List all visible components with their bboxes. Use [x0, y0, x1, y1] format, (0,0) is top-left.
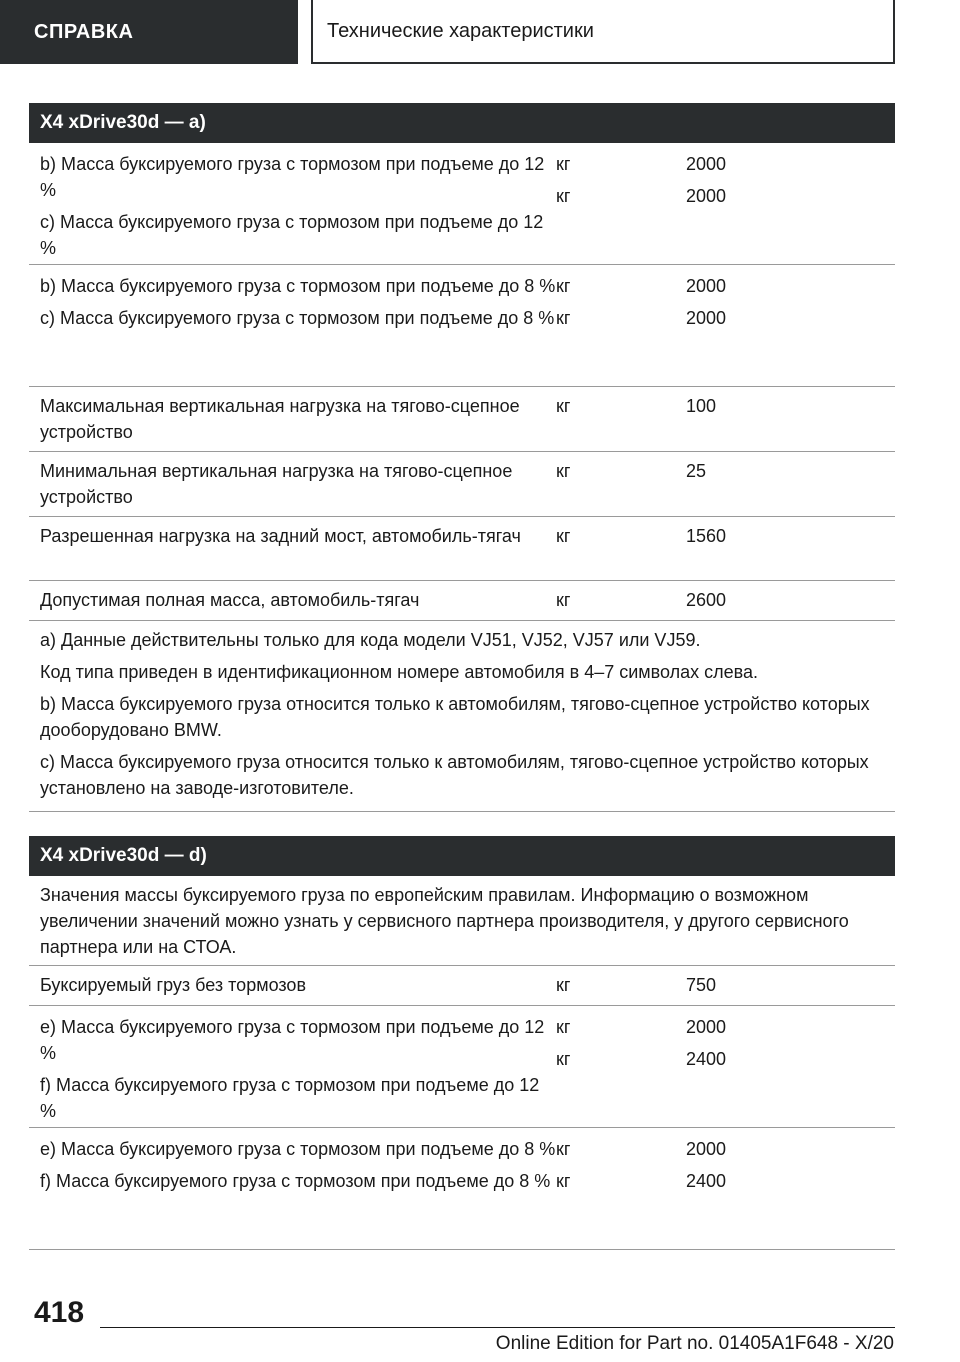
row-label: Максимальная вертикальная нагрузка на тягово-сцепное устройство	[40, 396, 520, 442]
table-row	[29, 1006, 895, 1128]
row-unit: кг	[556, 1017, 571, 1037]
row-label: b) Масса буксируемого груза с тормозом при подъеме до 12 %	[40, 154, 545, 200]
row-value: 750	[686, 975, 717, 995]
footnote: c) Масса буксируемого груза относится только к автомобилям, тягово-сцепное устройство которых установлено на заводе-изготовителе.	[40, 752, 869, 798]
intro-text: Значения массы буксируемого груза по европейским правилам. Информацию о возможном увеличении значений можно узнать у сервисного партнера производителя, у другого сервисного партнера или на СТОА.	[40, 885, 849, 957]
row-value: 2000	[686, 1017, 727, 1037]
row-unit: кг	[556, 1049, 571, 1069]
section-tab-label: СПРАВКА	[34, 20, 134, 43]
row-label: e) Масса буксируемого груза с тормозом при подъеме до 8 %	[40, 1139, 556, 1159]
table-row	[29, 517, 895, 581]
edition-note: Online Edition for Part no. 01405A1F648 - X/20	[495, 1333, 894, 1354]
section-heading-d-label: X4 xDrive30d — d)	[40, 845, 207, 866]
page-title: Технические характеристики	[327, 19, 594, 42]
row-value: 2400	[686, 1171, 727, 1191]
page-title-box	[311, 0, 895, 64]
row-unit: кг	[556, 1171, 571, 1191]
table-row	[29, 966, 895, 1006]
row-unit: кг	[556, 396, 571, 416]
spec-table-d	[29, 876, 895, 1250]
footnote: a) Данные действительны только для кода модели VJ51, VJ52, VJ57 или VJ59.	[40, 630, 701, 650]
row-label: f) Масса буксируемого груза с тормозом при подъеме до 8 %	[40, 1171, 551, 1191]
section-heading-d	[29, 836, 895, 876]
row-unit: кг	[556, 975, 571, 995]
section-tab	[0, 0, 298, 64]
row-value: 2000	[686, 154, 727, 174]
table-row	[29, 581, 895, 621]
row-value: 2400	[686, 1049, 727, 1069]
row-unit: кг	[556, 186, 571, 206]
table-row	[29, 265, 895, 387]
intro-row	[29, 876, 895, 966]
row-label: Разрешенная нагрузка на задний мост, автомобиль-тягач	[40, 526, 521, 546]
row-unit: кг	[556, 308, 571, 328]
row-label: Допустимая полная масса, автомобиль-тягач	[40, 590, 420, 610]
row-label: f) Масса буксируемого груза с тормозом при подъеме до 12 %	[40, 1075, 540, 1121]
table-row	[29, 143, 895, 265]
row-value: 2000	[686, 308, 727, 328]
row-unit: кг	[556, 1139, 571, 1159]
row-value: 100	[686, 396, 717, 416]
section-heading-a-label: X4 xDrive30d — a)	[40, 112, 206, 133]
row-unit: кг	[556, 526, 571, 546]
row-value: 1560	[686, 526, 727, 546]
row-label: Минимальная вертикальная нагрузка на тягово-сцепное устройство	[40, 461, 513, 507]
row-label: c) Масса буксируемого груза с тормозом при подъеме до 12 %	[40, 212, 544, 258]
page-number: 418	[34, 1296, 85, 1329]
row-value: 2000	[686, 276, 727, 296]
footer-rule	[100, 1327, 895, 1328]
row-label: c) Масса буксируемого груза с тормозом при подъеме до 8 %	[40, 308, 555, 328]
spec-table-a	[29, 143, 895, 621]
row-value: 25	[686, 461, 707, 481]
row-label: Буксируемый груз без тормозов	[40, 975, 307, 995]
row-value: 2600	[686, 590, 727, 610]
row-value: 2000	[686, 186, 727, 206]
row-unit: кг	[556, 276, 571, 296]
footnote: Код типа приведен в идентификационном номере автомобиля в 4–7 символах слева.	[40, 662, 759, 682]
row-label: b) Масса буксируемого груза с тормозом при подъеме до 8 %	[40, 276, 556, 296]
section-heading-a	[29, 103, 895, 143]
row-value: 2000	[686, 1139, 727, 1159]
row-unit: кг	[556, 590, 571, 610]
row-unit: кг	[556, 154, 571, 174]
footnotes	[29, 627, 895, 812]
table-row	[29, 387, 895, 452]
row-unit: кг	[556, 461, 571, 481]
row-label: e) Масса буксируемого груза с тормозом при подъеме до 12 %	[40, 1017, 545, 1063]
footnote: b) Масса буксируемого груза относится только к автомобилям, тягово-сцепное устройство которых дооборудовано BMW.	[40, 694, 870, 740]
table-row	[29, 452, 895, 517]
table-row	[29, 1128, 895, 1250]
